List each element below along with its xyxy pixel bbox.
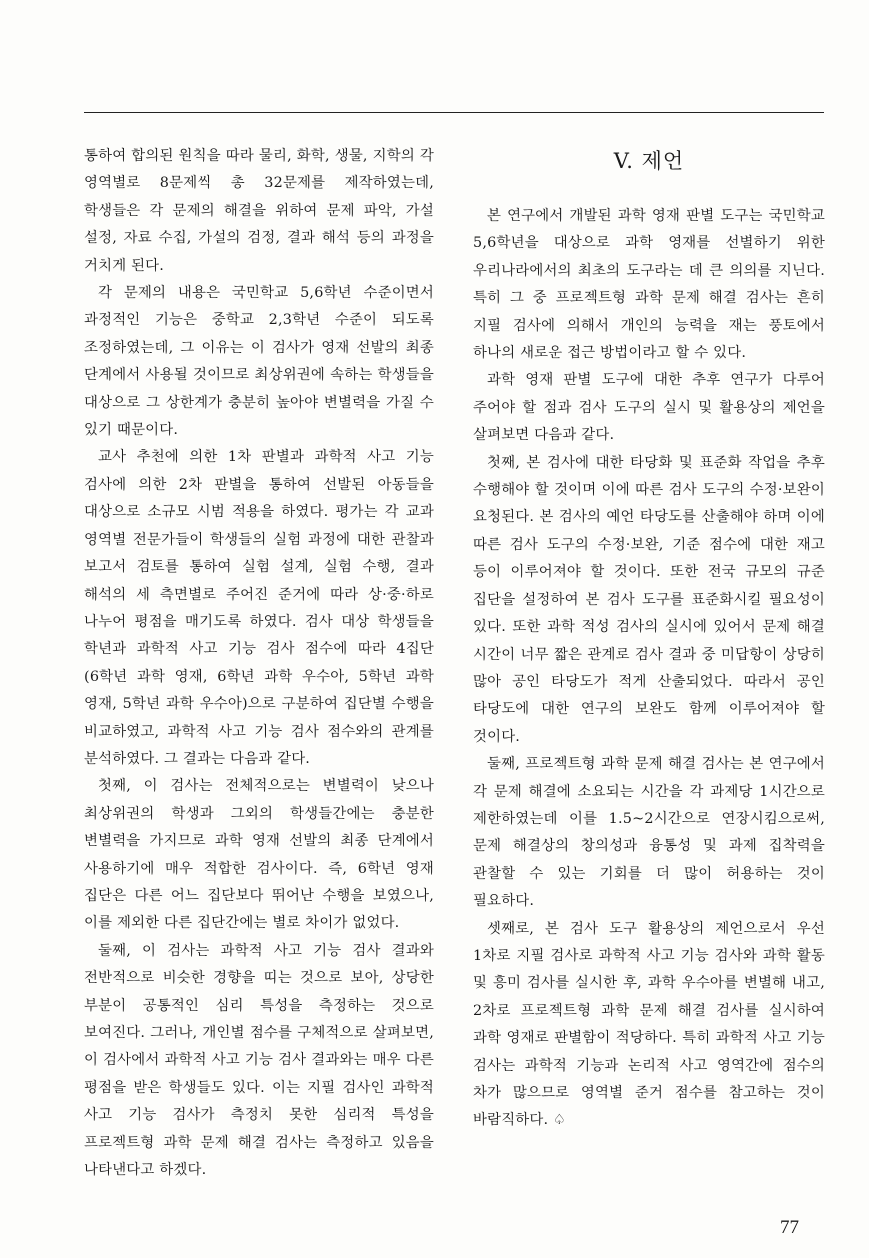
paragraph: 교사 추천에 의한 1차 판별과 과학적 사고 기능 검사에 의한 2차 판별을 통하여 선발된 아동들을 대상으로 소규모 시범 적용을 하였다. 평가는 각 교과 영역별 전문가들이 학생들의 실험 과정에 대한 관찰과 보고서 검토를 통하여 실험 설계, 실험 수행, 결과 해석의 세 측면별로 주어진 준거에 따라 상·중·하로 나누어 평점을 매기도록 하였다. 검사 대상 학생들을 학년과 과학적 사고 기능 검사 점수에 따라 4집단(6학년 과학 영재, 6학년 과학 우수아, 5학년 과학 영재, 5학년 과학 우수아)으로 구분하여 집단별 수행을 비교하였고, 과학적 사고 기능 검사 점수와의 관계를 분석하였다. 그 결과는 다음과 같다.: [84, 449, 434, 767]
paragraph: 첫째, 이 검사는 전체적으로는 변별력이 낮으나 최상위권의 학생과 그외의 학생들간에는 충분한 변별력을 가지므로 과학 영재 선발의 최종 단계에서 사용하기에 매우 적합한 검사이다. 즉, 6학년 영재 집단은 다른 어느 집단보다 뛰어난 수행을 보였으나, 이를 제외한 다른 집단간에는 별로 차이가 없었다.: [84, 778, 434, 932]
paragraph: 첫째, 본 검사에 대한 타당화 및 표준화 작업을 추후 수행해야 할 것이며 이에 따른 검사 도구의 수정·보완이 요청된다. 본 검사의 예언 타당도를 산출해야 하며 이에 따른 검사 도구의 수정·보완, 기준 점수에 대한 재고 등이 이루어져야 할 것이다. 또한 전국 규모의 규준 집단을 설정하여 본 검사 도구를 표준화시킬 필요성이 있다. 또한 과학 적성 검사의 실시에 있어서 문제 해결 시간이 너무 짧은 관계로 검사 결과 중 미답항이 상당히 많아 공인 타당도가 적게 산출되었다. 따라서 공인 타당도에 대한 연구의 보완도 함께 이루어져야 할 것이다.: [473, 454, 825, 745]
paragraph: 둘째, 이 검사는 과학적 사고 기능 검사 결과와 전반적으로 비슷한 경향을 띠는 것으로 보아, 상당한 부분이 공통적인 심리 특성을 측정하는 것으로 보여진다. 그러나, 개인별 점수를 구체적으로 살펴보면, 이 검사에서 과학적 사고 기능 검사 결과와는 매우 다른 평점을 받은 학생들도 있다. 이는 지필 검사인 과학적 사고 기능 검사가 측정치 못한 심리적 특성을 프로젝트형 과학 문제 해결 검사는 측정하고 있음을 나타낸다고 하겠다.: [84, 942, 434, 1179]
paragraph-text: 셋째로, 본 검사 도구 활용상의 제언으로서 우선 1차로 지필 검사로 과학적 사고 기능 검사와 과학 활동 및 흥미 검사를 실시한 후, 과학 우수아를 변별해 내고, 2차로 프로젝트형 과학 문제 해결 검사를 실시하여 과학 영재로 판별함이 적당하다. 특히 과학적 사고 기능 검사는 과학적 기능과 논리적 사고 영역간에 점수의 차가 많으므로 영역별 준거 점수를 참고하는 것이 바람직하다.: [473, 920, 825, 1129]
paragraph: 각 문제의 내용은 국민학교 5,6학년 수준이면서 과정적인 기능은 중학교 2,3학년 수준이 되도록 조정하였는데, 그 이유는 이 검사가 영재 선발의 최종 단계에서 사용될 것이므로 최상위권에 속하는 학생들을 대상으로 그 상한계가 충분히 높아야 변별력을 가질 수 있기 때문이다.: [84, 285, 434, 439]
header-rule: [84, 112, 824, 113]
paragraph-last: [473, 916, 825, 1135]
paragraph: 둘째, 프로젝트형 과학 문제 해결 검사는 본 연구에서 각 문제 해결에 소요되는 시간을 각 과제당 1시간으로 제한하였는데 이를 1.5~2시간으로 연장시킴으로써, 문제 해결상의 창의성과 융통성 및 과제 집착력을 관찰할 수 있는 기회를 더 많이 허용하는 것이 필요하다.: [473, 756, 826, 910]
left-column: [84, 143, 434, 1184]
section-title: V. 제언: [613, 149, 685, 173]
page-number: 77: [780, 1217, 799, 1238]
paragraph: 과학 영재 판별 도구에 대한 추후 연구가 다루어 주어야 할 점과 검사 도구의 실시 및 활용상의 제언을 살펴보면 다음과 같다.: [473, 372, 825, 444]
paragraph: 통하여 합의된 원칙을 따라 물리, 화학, 생물, 지학의 각 영역별로 8문제씩 총 32문제를 제작하였는데, 학생들은 각 문제의 해결을 위하여 문제 파악, 가설 설정, 자료 수집, 가설의 검정, 결과 해석 등의 과정을 거치게 된다.: [84, 148, 434, 274]
paragraph: 본 연구에서 개발된 과학 영재 판별 도구는 국민학교 5,6학년을 대상으로 과학 영재를 선별하기 위한 우리나라에서의 최초의 도구라는 데 큰 의의를 지닌다. 특히 그 중 프로젝트형 과학 문제 해결 검사는 흔히 지필 검사에 의해서 개인의 능력을 재는 풍토에서 하나의 새로운 접근 방법이라고 할 수 있다.: [473, 208, 825, 362]
right-column: [473, 143, 825, 1135]
end-mark-icon: ♤: [553, 1112, 566, 1129]
